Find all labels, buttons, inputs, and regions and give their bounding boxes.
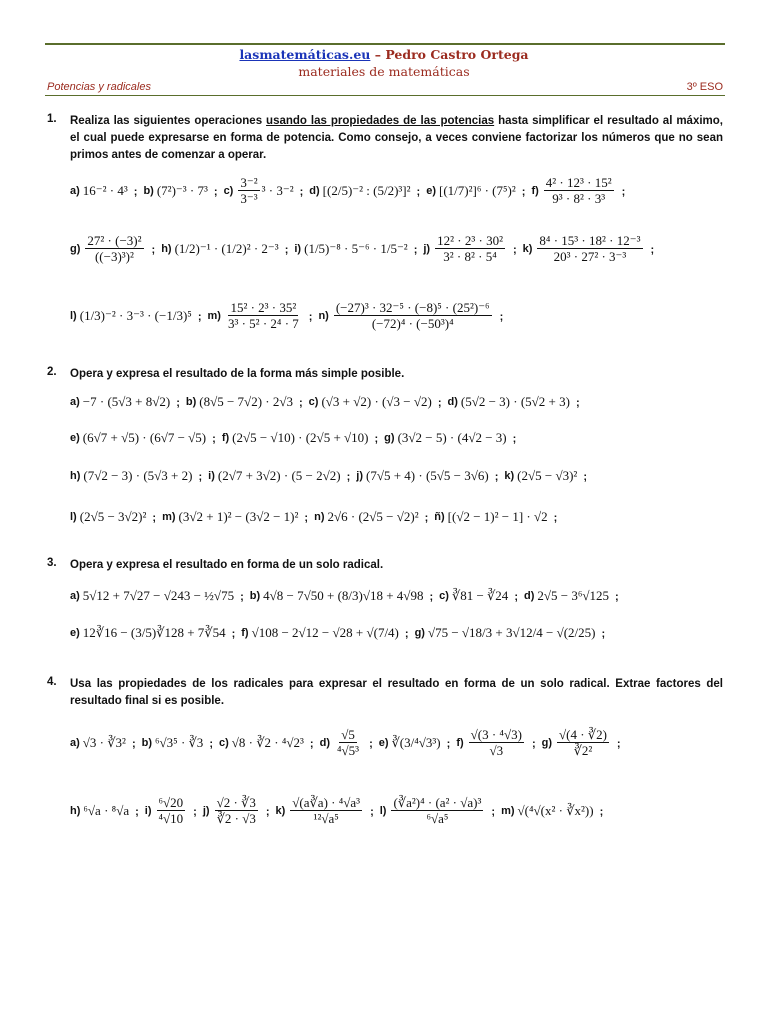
exercise-label: m) <box>501 804 515 817</box>
fraction-numerator: √(3 · ⁴√3) <box>470 727 522 742</box>
problem-number: 1. <box>47 113 57 125</box>
exercise-label: k) <box>504 469 515 482</box>
exercise-item <box>222 430 369 446</box>
exercise-label: f) <box>221 431 230 444</box>
exercise-label: f) <box>456 736 464 749</box>
item-separator: ; <box>135 805 139 818</box>
item-separator: ; <box>416 185 421 198</box>
exercise-item <box>415 625 596 641</box>
exercise-item <box>501 803 593 819</box>
exercise-item <box>276 795 365 826</box>
exercise-item <box>423 233 507 264</box>
math-expression: (3√2 − 5) · (4√2 − 3) <box>397 429 507 445</box>
math-expression: ∛81 − ∛24 <box>451 587 509 603</box>
math-expression: (1/2)⁻¹ · (1/2)² · 2⁻³ <box>174 240 279 256</box>
exercise-label: j) <box>202 804 210 817</box>
exercise-label: b) <box>249 589 261 602</box>
exercise-label: i) <box>144 804 152 817</box>
expression-suffix: ³ · 3⁻² <box>261 182 294 198</box>
header-line-1 <box>0 47 768 62</box>
exercise-label: m) <box>162 510 176 523</box>
fraction-expression <box>537 233 642 264</box>
exercise-label: n) <box>318 309 329 322</box>
item-separator: ; <box>231 628 236 640</box>
item-separator: ; <box>176 397 180 409</box>
item-separator: ; <box>494 471 499 483</box>
item-separator: ; <box>404 628 409 640</box>
math-expression: 2√5 − 3⁶√125 <box>537 587 610 603</box>
item-separator: ; <box>133 185 138 198</box>
exercise-label: e) <box>70 431 80 444</box>
exercise-label: g) <box>384 431 395 444</box>
item-separator: ; <box>650 243 655 256</box>
exercise-label: a) <box>70 395 80 408</box>
exercise-row <box>70 508 725 526</box>
site-link[interactable]: lasmatemáticas.eu <box>239 47 371 62</box>
exercise-label: i) <box>294 242 302 255</box>
math-expression: (2√7 + 3√2) · (5 − 2√2) <box>217 467 341 483</box>
math-expression: (7√5 + 4) · (5√5 − 3√6) <box>366 467 489 483</box>
fraction-numerator: 12² · 2³ · 30² <box>437 233 503 248</box>
fraction-numerator: √(a∛a) · ⁴√a³ <box>292 795 361 810</box>
item-separator: ; <box>601 628 606 640</box>
fraction-numerator: √2 · ∛3 <box>216 795 256 810</box>
fraction-expression <box>391 795 483 826</box>
fraction-numerator: √5 <box>341 727 355 742</box>
exercise-item <box>456 727 526 758</box>
item-separator: ; <box>193 805 197 818</box>
exercise-item <box>70 308 192 324</box>
exercise-row <box>70 233 725 264</box>
fraction-expression <box>335 727 361 758</box>
exercise-label: j) <box>423 242 431 255</box>
fraction-numerator: 15² · 2³ · 35² <box>230 300 297 315</box>
math-expression: √3 · ∛3² <box>82 734 126 750</box>
exercise-item <box>70 625 226 641</box>
exercise-label: c) <box>223 184 234 197</box>
math-expression: (2√5 − √10) · (2√5 + √10) <box>232 429 369 445</box>
exercise-item <box>186 394 293 410</box>
math-expression: 2√6 · (2√5 − √2)² <box>327 508 419 524</box>
exercise-label: a) <box>70 184 80 197</box>
exercise-item <box>70 509 146 525</box>
exercise-item <box>70 803 129 819</box>
exercise-label: e) <box>70 626 80 639</box>
item-separator: ; <box>575 397 580 409</box>
item-separator: ; <box>346 471 351 483</box>
math-expression: (7²)⁻³ · 7³ <box>156 182 208 198</box>
exercise-item <box>384 430 506 446</box>
fraction-expression <box>238 175 259 206</box>
exercise-item <box>70 468 192 484</box>
math-expression: [(2/5)⁻² : (5/2)³]² <box>322 182 411 198</box>
exercise-row <box>70 300 725 331</box>
item-separator: ; <box>198 471 203 483</box>
exercise-item <box>142 735 204 751</box>
item-separator: ; <box>413 243 418 256</box>
exercise-item <box>426 183 516 199</box>
exercise-label: g) <box>414 626 425 639</box>
problem-statement: Opera y expresa el resultado de la forma más simple posible. <box>70 368 405 380</box>
exercise-label: h) <box>70 804 81 817</box>
item-separator: ; <box>369 737 373 750</box>
math-expression: 5√12 + 7√27 − √243 − ½√75 <box>82 587 235 603</box>
fraction-expression <box>157 795 186 826</box>
math-expression: (2√5 − 3√2)² <box>79 508 147 524</box>
fraction-expression <box>226 300 301 331</box>
item-separator: ; <box>599 805 604 818</box>
exercise-label: b) <box>185 395 197 408</box>
item-separator: ; <box>131 737 136 750</box>
header-subtitle: materiales de matemáticas <box>298 64 470 79</box>
exercise-row <box>70 175 725 206</box>
item-separator: ; <box>213 185 218 198</box>
fraction-expression <box>334 300 492 331</box>
exercise-label: d) <box>523 589 535 602</box>
item-separator: ; <box>531 737 536 750</box>
exercise-label: g) <box>541 736 552 749</box>
exercise-row <box>70 795 725 826</box>
exercise-label: d) <box>447 395 458 408</box>
topic-title: Potencias y radicales <box>47 81 151 93</box>
exercise-label: a) <box>70 589 80 602</box>
exercise-label: ñ) <box>434 510 445 523</box>
fraction-numerator: √(4 · ∛2) <box>559 727 607 742</box>
problem-number: 3. <box>47 557 57 569</box>
fraction-expression <box>85 233 143 264</box>
math-expression: (7√2 − 3) · (5√3 + 2) <box>83 467 193 483</box>
exercise-item <box>224 175 294 206</box>
exercise-item <box>318 300 493 331</box>
fraction-expression <box>469 727 524 758</box>
fraction-denominator: ∛2² <box>573 743 593 758</box>
fraction-numerator: 4² · 12³ · 15² <box>545 175 612 190</box>
problem-3 <box>47 557 723 577</box>
fraction-numerator: 3⁻² <box>240 175 258 190</box>
fraction-expression <box>557 727 609 758</box>
exercise-item <box>380 795 486 826</box>
exercise-item <box>70 735 126 751</box>
exercise-item <box>143 183 207 199</box>
course-level: 3º ESO <box>686 81 723 93</box>
math-expression: √(⁴√(x² · ∛x²)) <box>517 802 594 818</box>
exercise-label: i) <box>208 469 215 482</box>
exercise-item <box>241 625 399 641</box>
fraction-numerator: (∛a²)⁴ · (a² · √a)³ <box>393 795 482 810</box>
math-expression: 4√8 − 7√50 + (8/3)√18 + 4√98 <box>263 587 424 603</box>
item-separator: ; <box>309 737 314 750</box>
math-expression: (5√2 − 3) · (5√2 + 3) <box>460 393 570 409</box>
exercise-item <box>439 588 508 604</box>
exercise-item <box>320 727 363 758</box>
item-separator: ; <box>284 243 289 256</box>
fraction-numerator: 8⁴ · 15³ · 18² · 12⁻³ <box>539 233 641 248</box>
exercise-item <box>504 468 577 484</box>
fraction-denominator: ∛2 · √3 <box>216 811 256 826</box>
exercise-item <box>162 509 298 525</box>
fraction-expression <box>215 795 258 826</box>
exercise-label: h) <box>70 469 81 482</box>
exercise-row <box>70 429 725 447</box>
exercise-label: d) <box>309 184 320 197</box>
header-top-rule <box>45 43 725 45</box>
exercise-item <box>447 394 569 410</box>
exercise-label: c) <box>308 395 319 408</box>
exercise-label: h) <box>161 242 172 255</box>
fraction-denominator: ¹²√a⁵ <box>313 811 339 826</box>
math-expression: ⁶√3⁵ · ∛3 <box>155 734 204 750</box>
item-separator: ; <box>299 185 304 198</box>
fraction-denominator: ⁴√5³ <box>336 743 360 758</box>
fraction-denominator: (−72)⁴ · (−50³)⁴ <box>371 316 454 331</box>
exercise-label: b) <box>143 184 154 197</box>
fraction-denominator: 3³ · 5² · 2⁴ · 7 <box>227 316 299 331</box>
exercise-item <box>314 509 419 525</box>
fraction-expression <box>544 175 614 206</box>
fraction-denominator: ⁴√10 <box>158 811 184 826</box>
problem-number: 2. <box>47 366 57 378</box>
item-separator: ; <box>265 805 270 818</box>
item-separator: ; <box>152 512 157 524</box>
item-separator: ; <box>370 805 374 818</box>
exercise-label: m) <box>207 309 221 322</box>
item-separator: ; <box>615 591 619 603</box>
exercise-label: l) <box>379 804 387 817</box>
item-separator: ; <box>512 243 517 256</box>
math-expression: 16⁻² · 4³ <box>82 182 128 198</box>
exercise-item <box>70 183 128 199</box>
exercise-item <box>434 509 547 525</box>
fraction-denominator: 3⁻³ <box>240 191 258 206</box>
exercise-label: e) <box>426 184 436 197</box>
exercise-row <box>70 727 725 758</box>
problem-1 <box>47 113 723 173</box>
fraction-expression <box>435 233 505 264</box>
exercise-item <box>208 300 303 331</box>
item-separator: ; <box>212 433 216 445</box>
exercise-label: e) <box>378 736 389 749</box>
math-expression: (2√5 − √3)² <box>517 467 578 483</box>
math-expression: ∛(3/⁴√3³) <box>391 734 441 750</box>
exercise-item <box>219 735 304 751</box>
exercise-label: l) <box>70 309 77 322</box>
exercise-label: k) <box>522 242 533 255</box>
fraction-numerator: (−27)³ · 32⁻⁵ · (−8)⁵ · (25²)⁻⁶ <box>335 300 490 315</box>
problem-statement: Opera y expresa el resultado en forma de un solo radical. <box>70 559 384 571</box>
exercise-label: g) <box>70 242 81 255</box>
item-separator: ; <box>583 471 588 483</box>
exercise-item <box>250 588 424 604</box>
exercise-label: d) <box>319 736 330 749</box>
item-separator: ; <box>374 433 379 445</box>
fraction-denominator: √3 <box>489 743 504 758</box>
math-expression: √108 − 2√12 − √28 + √(7/4) <box>251 624 399 640</box>
problem-statement: Realiza las siguientes operaciones usando las propiedades de las potencias hasta simplificar el resultado al máximo, el cual puede expresarse en forma de potencia. Como consejo, a veces conviene factorizar los números que no sean primos antes de comenzar a operar. <box>70 115 723 161</box>
exercise-item <box>70 394 170 410</box>
fraction-numerator: 27² · (−3)² <box>87 233 142 248</box>
exercise-item <box>309 183 410 199</box>
item-separator: ; <box>621 185 626 198</box>
math-expression: ⁶√a · ⁸√a <box>83 802 130 818</box>
item-separator: ; <box>304 512 309 524</box>
item-separator: ; <box>521 185 526 198</box>
exercise-item <box>70 430 206 446</box>
exercise-label: b) <box>141 736 152 749</box>
item-separator: ; <box>553 512 558 524</box>
item-separator: ; <box>197 310 202 323</box>
exercise-item <box>161 241 279 257</box>
item-separator: ; <box>209 737 213 750</box>
item-separator: ; <box>240 591 244 603</box>
exercise-label: f) <box>531 184 539 197</box>
fraction-expression <box>290 795 362 826</box>
exercise-label: l) <box>70 510 77 523</box>
exercise-item <box>203 795 260 826</box>
exercise-item <box>379 735 441 751</box>
math-expression: 12∛16 − (3/5)∛128 + 7∛54 <box>82 624 226 640</box>
math-expression: (8√5 − 7√2) · 2√3 <box>199 393 293 409</box>
exercise-label: c) <box>218 736 229 749</box>
exercise-item <box>294 241 407 257</box>
fraction-denominator: 3² · 8² · 5⁴ <box>443 249 497 264</box>
fraction-denominator: ⁶√a⁵ <box>426 811 449 826</box>
math-expression: (6√7 + √5) · (6√7 − √5) <box>82 429 207 445</box>
exercise-label: k) <box>275 804 286 817</box>
math-expression: (1/3)⁻² · 3⁻³ · (−1/3)⁵ <box>79 307 192 323</box>
exercise-row <box>70 587 725 605</box>
exercise-item <box>208 468 340 484</box>
item-separator: ; <box>424 512 429 524</box>
item-separator: ; <box>429 591 434 603</box>
exercise-row <box>70 393 725 411</box>
exercise-label: f) <box>241 626 249 639</box>
problem-4 <box>47 676 723 716</box>
exercise-row <box>70 624 725 642</box>
item-separator: ; <box>491 805 496 818</box>
fraction-denominator: 20³ · 27² · 3⁻³ <box>553 249 627 264</box>
fraction-numerator: ⁶√20 <box>158 795 184 810</box>
problem-2 <box>47 366 723 386</box>
problem-statement: Usa las propiedades de los radicales para expresar el resultado en forma de un solo radical. Extrae factores del resultado final si es posible. <box>70 678 723 707</box>
item-separator: ; <box>514 591 518 603</box>
item-separator: ; <box>446 737 451 750</box>
fraction-denominator: 9³ · 8² · 3³ <box>552 191 606 206</box>
exercise-item <box>531 175 615 206</box>
exercise-label: j) <box>356 469 363 482</box>
exercise-item <box>70 588 234 604</box>
item-separator: ; <box>299 397 303 409</box>
exercise-item <box>70 233 146 264</box>
problem-number: 4. <box>47 676 57 688</box>
math-expression: −7 · (5√3 + 8√2) <box>82 393 171 409</box>
math-expression: (1/5)⁻⁸ · 5⁻⁶ · 1/5⁻² <box>304 240 408 256</box>
math-expression: (3√2 + 1)² − (3√2 − 1)² <box>178 508 299 524</box>
exercise-item <box>309 394 432 410</box>
math-expression: √8 · ∛2 · ⁴√2³ <box>231 734 304 750</box>
math-expression: √75 − √18/3 + 3√12/4 − √(2/25) <box>427 624 596 640</box>
math-expression: (√3 + √2) · (√3 − √2) <box>321 393 432 409</box>
math-expression: [(1/7)²]⁶ · (7⁵)² <box>439 182 516 198</box>
item-separator: ; <box>308 310 313 323</box>
item-separator: ; <box>616 737 621 750</box>
exercise-item <box>145 795 187 826</box>
item-separator: ; <box>437 397 442 409</box>
exercise-item <box>524 588 609 604</box>
author-name: – Pedro Castro Ortega <box>370 47 529 62</box>
exercise-item <box>356 468 488 484</box>
fraction-denominator: ((−3)³)² <box>94 249 134 264</box>
math-expression: [(√2 − 1)² − 1] · √2 <box>447 508 548 524</box>
exercise-item <box>542 727 611 758</box>
item-separator: ; <box>151 243 156 256</box>
exercise-label: a) <box>70 736 80 749</box>
item-separator: ; <box>512 433 517 445</box>
item-separator: ; <box>499 310 504 323</box>
exercise-row <box>70 467 725 485</box>
header-bottom-rule <box>45 95 725 96</box>
exercise-label: n) <box>314 510 325 523</box>
exercise-label: c) <box>439 589 449 602</box>
exercise-item <box>523 233 645 264</box>
